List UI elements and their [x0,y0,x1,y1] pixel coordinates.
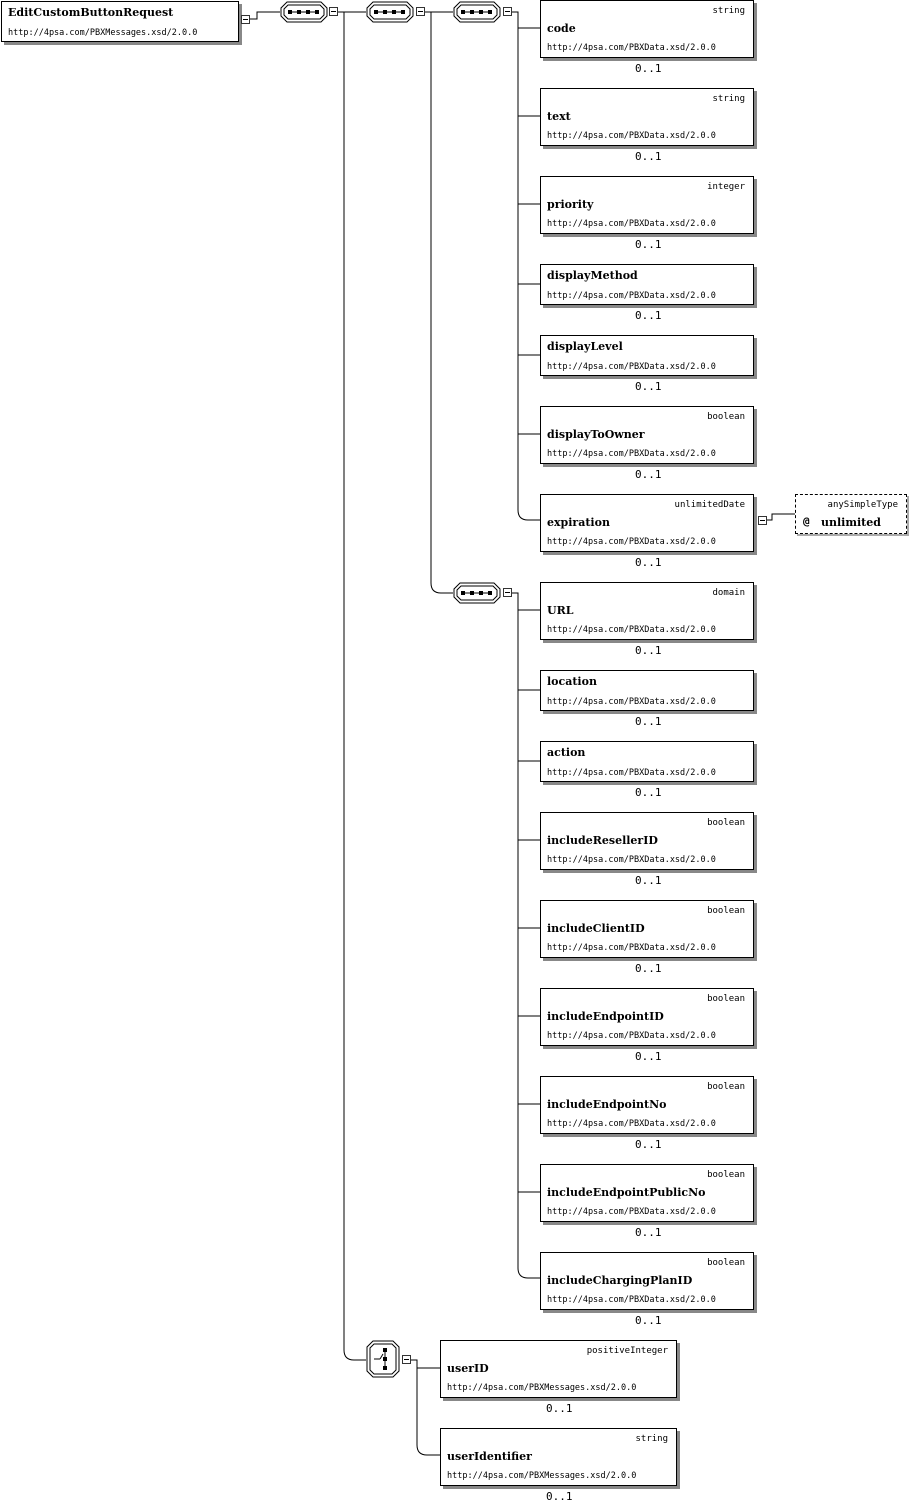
element-display-to-owner[interactable] [540,406,754,464]
element-type: boolean [707,412,745,422]
element-name: displayLevel [547,340,623,353]
element-url[interactable] [540,582,754,640]
element-expiration[interactable] [540,494,754,552]
sequence-1-expand-toggle[interactable] [329,7,338,16]
element-name: action [547,746,586,759]
element-name: displayToOwner [547,428,645,441]
sequence-compositor-icon [453,1,501,23]
element-name: expiration [547,516,610,529]
cardinality-label: 0..1 [635,715,662,728]
cardinality-label: 0..1 [635,874,662,887]
element-namespace: http://4psa.com/PBXData.xsd/2.0.0 [547,1119,716,1129]
cardinality-label: 0..1 [635,1138,662,1151]
element-include-client-id[interactable] [540,900,754,958]
cardinality-label: 0..1 [635,380,662,393]
element-code[interactable] [540,0,754,58]
element-type: integer [707,182,745,192]
sequence-compositor-icon [366,1,414,23]
element-user-id[interactable] [440,1340,677,1398]
cardinality-label: 0..1 [635,62,662,75]
element-type: string [712,94,745,104]
element-text[interactable] [540,88,754,146]
element-include-endpoint-public-no[interactable] [540,1164,754,1222]
element-type: string [712,6,745,16]
element-name: location [547,675,597,688]
cardinality-label: 0..1 [635,1314,662,1327]
cardinality-label: 0..1 [635,556,662,569]
element-namespace: http://4psa.com/PBXData.xsd/2.0.0 [547,219,716,229]
element-name: code [547,22,576,35]
cardinality-label: 0..1 [546,1490,573,1503]
element-type: positiveInteger [586,1346,668,1356]
element-type: boolean [707,906,745,916]
element-include-endpoint-no[interactable] [540,1076,754,1134]
element-namespace: http://4psa.com/PBXData.xsd/2.0.0 [547,768,716,778]
choice-compositor-icon [366,1340,400,1378]
cardinality-label: 0..1 [635,786,662,799]
element-namespace: http://4psa.com/PBXData.xsd/2.0.0 [547,537,716,547]
sequence-2-expand-toggle[interactable] [416,7,425,16]
element-name: displayMethod [547,269,638,282]
element-name: text [547,110,571,123]
element-namespace: http://4psa.com/PBXData.xsd/2.0.0 [547,1295,716,1305]
element-type: domain [712,588,745,598]
element-type: boolean [707,818,745,828]
cardinality-label: 0..1 [635,962,662,975]
element-include-endpoint-id[interactable] [540,988,754,1046]
element-name: userID [447,1362,489,1375]
element-include-reseller-id[interactable] [540,812,754,870]
element-namespace: http://4psa.com/PBXData.xsd/2.0.0 [547,855,716,865]
element-name: userIdentifier [447,1450,532,1463]
element-type: boolean [707,994,745,1004]
sequence-4-expand-toggle[interactable] [503,588,512,597]
element-name: includeEndpointID [547,1010,664,1023]
cardinality-label: 0..1 [635,309,662,322]
sequence-compositor-icon [280,1,328,23]
sequence-compositor-icon [453,582,501,604]
element-action[interactable] [540,741,754,782]
cardinality-label: 0..1 [635,150,662,163]
cardinality-label: 0..1 [635,468,662,481]
element-namespace: http://4psa.com/PBXData.xsd/2.0.0 [547,43,716,53]
attribute-unlimited[interactable] [795,494,907,534]
element-namespace: http://4psa.com/PBXMessages.xsd/2.0.0 [447,1383,637,1393]
root-element-name: EditCustomButtonRequest [8,6,174,19]
root-element-namespace: http://4psa.com/PBXMessages.xsd/2.0.0 [8,28,198,38]
element-namespace: http://4psa.com/PBXData.xsd/2.0.0 [547,943,716,953]
element-display-method[interactable] [540,264,754,305]
element-name: includeClientID [547,922,645,935]
element-namespace: http://4psa.com/PBXMessages.xsd/2.0.0 [447,1471,637,1481]
attribute-name: unlimited [821,516,881,529]
attribute-symbol: @ [803,515,810,528]
element-namespace: http://4psa.com/PBXData.xsd/2.0.0 [547,362,716,372]
cardinality-label: 0..1 [635,644,662,657]
element-name: priority [547,198,594,211]
element-type: boolean [707,1082,745,1092]
element-name: includeChargingPlanID [547,1274,693,1287]
element-namespace: http://4psa.com/PBXData.xsd/2.0.0 [547,291,716,301]
element-location[interactable] [540,670,754,711]
element-user-identifier[interactable] [440,1428,677,1486]
element-namespace: http://4psa.com/PBXData.xsd/2.0.0 [547,625,716,635]
cardinality-label: 0..1 [546,1402,573,1415]
root-element-node[interactable] [1,1,239,42]
element-name: includeResellerID [547,834,658,847]
attribute-type: anySimpleType [827,500,898,510]
sequence-3-expand-toggle[interactable] [503,7,512,16]
element-priority[interactable] [540,176,754,234]
element-name: includeEndpointNo [547,1098,667,1111]
element-namespace: http://4psa.com/PBXData.xsd/2.0.0 [547,131,716,141]
cardinality-label: 0..1 [635,238,662,251]
element-namespace: http://4psa.com/PBXData.xsd/2.0.0 [547,1031,716,1041]
element-type: string [635,1434,668,1444]
element-namespace: http://4psa.com/PBXData.xsd/2.0.0 [547,449,716,459]
element-type: unlimitedDate [674,500,745,510]
element-namespace: http://4psa.com/PBXData.xsd/2.0.0 [547,1207,716,1217]
element-include-charging-plan-id[interactable] [540,1252,754,1310]
element-type: boolean [707,1170,745,1180]
element-namespace: http://4psa.com/PBXData.xsd/2.0.0 [547,697,716,707]
choice-expand-toggle[interactable] [402,1355,411,1364]
element-name: includeEndpointPublicNo [547,1186,706,1199]
element-type: boolean [707,1258,745,1268]
root-expand-toggle[interactable] [241,15,250,24]
element-display-level[interactable] [540,335,754,376]
cardinality-label: 0..1 [635,1050,662,1063]
expiration-expand-toggle[interactable] [758,516,767,525]
cardinality-label: 0..1 [635,1226,662,1239]
element-name: URL [547,604,574,617]
